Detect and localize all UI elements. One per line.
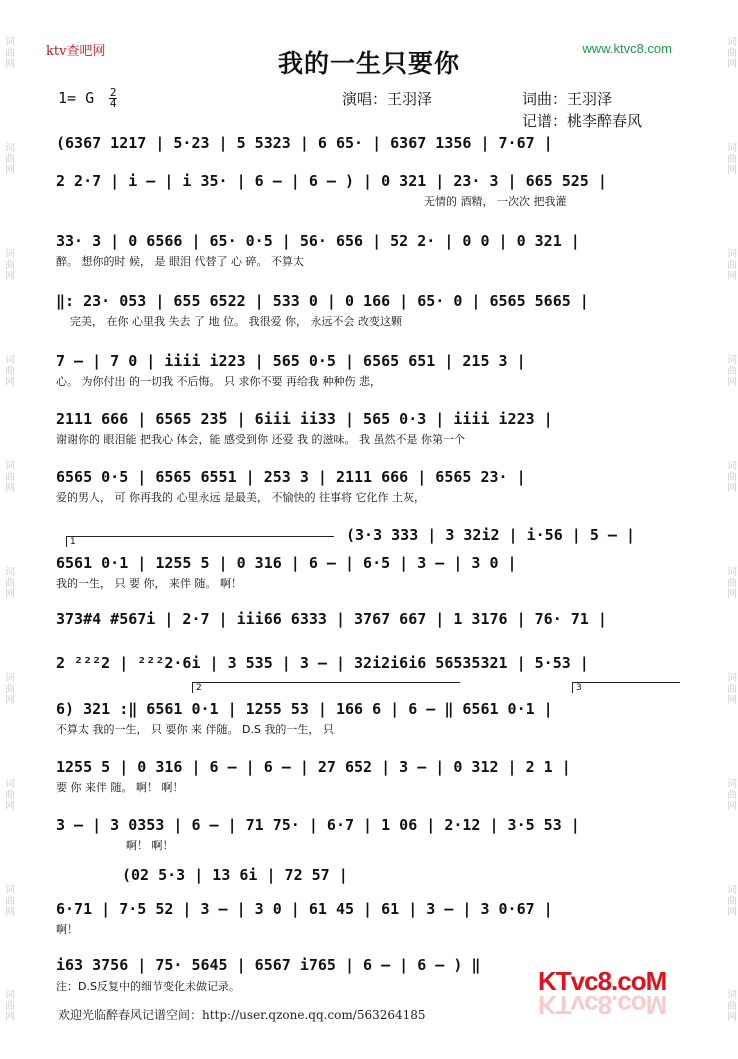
song-title: 我的一生只要你 <box>277 49 460 78</box>
watermark-text: 词曲网 <box>724 142 736 176</box>
upper-notes: (3·3 333 | 3 32i2 | i·56 | 5 – | <box>346 526 635 544</box>
lyric-line: 啊！ <box>56 923 78 936</box>
meter-bottom: 4 <box>109 97 117 110</box>
lyric-line: 谢谢你的 眼泪能 把我心 体会，能 感受到你 还爱 我 的滋味。 我 虽然不是 你第一个 <box>56 433 465 446</box>
site-name-left[interactable]: ktv查吧网 <box>46 44 106 59</box>
score-row <box>56 286 676 329</box>
notation-line: (6367 1217 | 5·23 | 5 5323 | 6 65· | 6367 1356 | 7·67 | <box>56 134 553 152</box>
score-row <box>56 810 676 853</box>
watermark-text: 词曲网 <box>2 36 14 70</box>
score-row <box>56 166 676 209</box>
score-row <box>56 346 676 389</box>
left-watermark-strip <box>0 0 16 1059</box>
watermark-text: 词曲网 <box>724 989 736 1023</box>
score-row <box>56 752 676 795</box>
notation-line: 2111 666 | 6565 23̌5 | 6iii ii33 | 565 0·3 | iiii i223 | <box>56 410 553 428</box>
notation-line: 33· 3 | 0 6566 | 65· 0·5 | 56· 656 | 52 2· | 0 0 | 0 321 | <box>56 232 580 250</box>
site-url-right[interactable]: www.ktvc8.com <box>582 41 672 56</box>
watermark-text: 词曲网 <box>2 671 14 705</box>
composer-credit: 词曲：王羽泽 <box>522 90 613 108</box>
footnote: 注：D.S反复中的细节变化未做记录。 <box>56 980 240 993</box>
score-row <box>56 604 676 628</box>
singer-credit: 演唱：王羽泽 <box>342 90 433 108</box>
notation-line: 1255 5 | 0 316 | 6 – | 6 – | 27 652 | 3 – | 0 312 | 2 1 | <box>56 758 571 776</box>
notation-line: 6) 321 :‖ 6561 0·1 | 1255 53 | 166 6 | 6 – ‖ 6561 0·1 | <box>56 700 553 718</box>
key-text: 1= G <box>58 89 95 107</box>
third-ending-bracket: 3 <box>572 682 680 693</box>
score-row <box>56 648 676 672</box>
notation-line: 2 2·7 | i – | i 35· | 6 – | 6 – ) | 0 321 | 23· 3 | 665 525 | <box>56 172 607 190</box>
score-row <box>56 226 676 269</box>
transcriber-credit: 记谱：桃李醉春风 <box>522 112 643 130</box>
notation-line: 373#4 #567i | 2·7 | iii66 6333 | 3767 667 | 1 3176 | 76· 71 | <box>56 610 607 628</box>
notation-line: i63 3756 | 75· 5645 | 6567 i765 | 6 – | 6 – ) ‖ <box>56 956 481 974</box>
watermark-text: 词曲网 <box>724 883 736 917</box>
upper-voice-line <box>122 860 382 884</box>
watermark-text: 词曲网 <box>2 777 14 811</box>
lyric-line: 心。 为你付出 的一切我 不后悔。 只 求你不要 再给我 种种伤 悲， <box>56 375 381 388</box>
notation-line: 3 – | 3 0353 | 6 – | 71 75· | 6·7 | 1 06 | 2·12 | 3·5 53 | <box>56 816 580 834</box>
score-row <box>56 694 676 737</box>
lyric-line: 我的一生， 只 要 你， 来伴 随。 啊！ <box>56 577 242 590</box>
ktvc8-logo <box>538 966 678 1026</box>
watermark-text: 词曲网 <box>724 248 736 282</box>
watermark-text: 词曲网 <box>2 565 14 599</box>
notation-line: ‖: 23· 053 | 655 6522 | 533 0 | 0 166 | 65· 0 | 6565 5665 | <box>56 292 589 310</box>
notation-line: 6·71 | 7·5 52 | 3 – | 3 0 | 61 45 | 61 | 3 – | 3 0·67 | <box>56 900 553 918</box>
lyric-line: 不算太 我的一生， 只 要你 来 伴随。 D.S 我的一生， 只 <box>56 723 334 736</box>
logo-text: KTvc8.coM <box>538 966 667 996</box>
score-row <box>56 548 676 591</box>
watermark-text: 词曲网 <box>2 248 14 282</box>
lyric-line: 要 你 来伴 随。 啊！ 啊！ <box>56 781 184 794</box>
score-row <box>56 894 676 937</box>
notation-line: 2 ²²²2 | ²²²2·6i | 3 535 | 3 – | 32i2i6i6 56535321 | 5·53 | <box>56 654 589 672</box>
score-row <box>56 462 676 505</box>
notation-line: 6561 0·1 | 1255 5 | 0 316 | 6 – | 6·5 | 3 – | 3 0 | <box>56 554 517 572</box>
right-watermark-strip <box>722 0 738 1059</box>
time-signature <box>109 88 117 109</box>
watermark-text: 词曲网 <box>724 565 736 599</box>
meter-top: 2 <box>109 86 117 99</box>
first-ending-bracket: 1 <box>66 536 334 547</box>
logo-reflection: KTvc8.coM <box>538 990 667 1020</box>
watermark-text: 词曲网 <box>724 36 736 70</box>
watermark-text: 词曲网 <box>724 460 736 493</box>
notation-line: 7 – | 7 0 | iiii i223 | 565 0·5 | 6565 651 | 215 3 | <box>56 352 526 370</box>
watermark-text: 词曲网 <box>2 989 14 1023</box>
welcome-line[interactable]: 欢迎光临醉春风记谱空间：http://user.qzone.qq.com/563264185 <box>58 1008 426 1022</box>
notation-line: 6565 0·5 | 6565 6551 | 253 3 | 2111 666 | 6565 23· | <box>56 468 526 486</box>
upper-notes: (02 5·3 | 13 6i | 72 57 | <box>122 866 348 884</box>
score-row <box>56 128 676 171</box>
key-signature <box>58 88 117 109</box>
watermark-text: 词曲网 <box>724 777 736 811</box>
watermark-text: 词曲网 <box>724 354 736 388</box>
watermark-text: 词曲网 <box>724 671 736 705</box>
second-ending-bracket: 2 <box>192 682 460 693</box>
watermark-text: 词曲网 <box>2 460 14 493</box>
lyric-line: 爱的男人， 可 你再我的 心里永远 是最美， 不愉快的 往事将 它化作 土灰， <box>56 491 425 504</box>
watermark-text: 词曲网 <box>2 883 14 917</box>
upper-voice-line <box>346 520 676 544</box>
watermark-text: 词曲网 <box>2 354 14 388</box>
watermark-text: 词曲网 <box>2 142 14 176</box>
score-row <box>56 404 676 447</box>
lyric-line: 啊！ 啊！ <box>126 839 174 852</box>
lyric-line: 完美， 在你 心里我 失去 了 地 位。 我很爱 你， 永远不会 改变这颗 <box>70 315 402 328</box>
lyric-line: 无情的 酒精， 一次次 把我灌 <box>424 195 567 208</box>
lyric-line: 醉。 想你的时 候， 是 眼泪 代替了 心 碎。 不算太 <box>56 255 304 268</box>
